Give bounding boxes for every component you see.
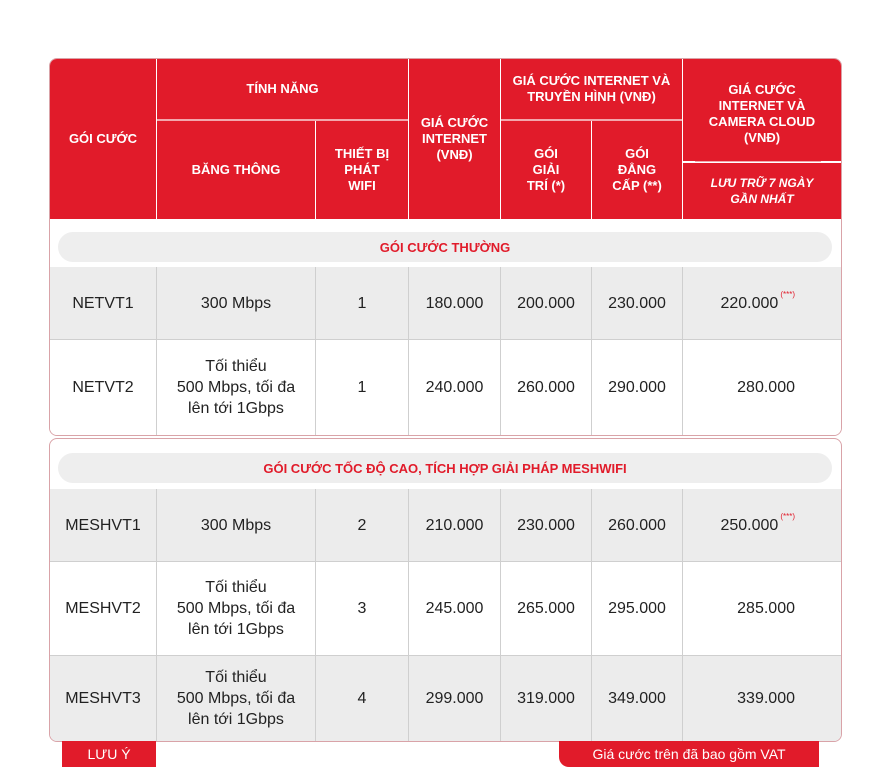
camera-price: 250.000 [720, 516, 779, 534]
footnote-mark: (***) [780, 289, 795, 299]
header-wifi-device: THIẾT BỊ PHÁT WIFI [316, 121, 408, 219]
price-table-meshwifi [49, 438, 842, 742]
section-title-meshwifi: GÓI CƯỚC TỐC ĐỘ CAO, TÍCH HỢP GIẢI PHÁP MESHWIFI [58, 453, 832, 483]
header-camera-price: GIÁ CƯỚC INTERNET VÀ CAMERA CLOUD (VNĐ) [683, 59, 841, 161]
header-features: TÍNH NĂNG [157, 59, 408, 119]
camera-price-cell [683, 340, 841, 435]
premium-price: 349.000 [592, 656, 683, 741]
table-row [50, 267, 841, 339]
camera-price-cell [683, 562, 841, 655]
premium-price: 295.000 [592, 562, 683, 655]
entertain-price: 265.000 [501, 562, 592, 655]
package-name: MESHVT3 [50, 656, 157, 741]
internet-price: 210.000 [409, 489, 501, 561]
table-row [50, 656, 841, 741]
section-title-normal: GÓI CƯỚC THƯỜNG [58, 232, 832, 262]
bandwidth-value: 300 Mbps [157, 267, 316, 339]
wifi-count: 3 [316, 562, 409, 655]
wifi-count: 1 [316, 340, 409, 435]
wifi-count: 2 [316, 489, 409, 561]
entertain-price: 260.000 [501, 340, 592, 435]
camera-price: 220.000 [720, 294, 779, 312]
wifi-count: 4 [316, 656, 409, 741]
header-tv-premium: GÓI ĐẲNG CẤP (**) [592, 121, 682, 219]
footnote-mark: (***) [780, 511, 795, 521]
header-tv-entertain: GÓI GIẢI TRÍ (*) [501, 121, 591, 219]
camera-price: 339.000 [737, 690, 795, 707]
header-internet-price: GIÁ CƯỚC INTERNET (VNĐ) [409, 59, 500, 219]
note-badge: LƯU Ý [62, 741, 156, 767]
table-row [50, 489, 841, 561]
header-bandwidth: BĂNG THÔNG [157, 121, 315, 219]
camera-price: 285.000 [737, 600, 795, 617]
package-name: MESHVT2 [50, 562, 157, 655]
entertain-price: 230.000 [501, 489, 592, 561]
camera-price-cell [683, 489, 841, 561]
table-row [50, 340, 841, 435]
camera-price: 280.000 [737, 379, 795, 396]
internet-price: 240.000 [409, 340, 501, 435]
bandwidth-value: Tối thiểu 500 Mbps, tối đa lên tới 1Gbps [157, 656, 316, 741]
bandwidth-value: 300 Mbps [157, 489, 316, 561]
camera-price-cell [683, 656, 841, 741]
entertain-price: 200.000 [501, 267, 592, 339]
vat-badge: Giá cước trên đã bao gồm VAT [559, 741, 819, 767]
wifi-count: 1 [316, 267, 409, 339]
price-table-normal [49, 58, 842, 436]
internet-price: 245.000 [409, 562, 501, 655]
table-row [50, 562, 841, 655]
entertain-price: 319.000 [501, 656, 592, 741]
header-camera-note: LƯU TRỮ 7 NGÀY GẦN NHẤT [683, 163, 841, 219]
header-tv-price: GIÁ CƯỚC INTERNET VÀ TRUYỀN HÌNH (VNĐ) [501, 59, 682, 119]
package-name: NETVT2 [50, 340, 157, 435]
internet-price: 180.000 [409, 267, 501, 339]
bandwidth-value: Tối thiểu 500 Mbps, tối đa lên tới 1Gbps [157, 340, 316, 435]
camera-price-cell [683, 267, 841, 339]
bandwidth-value: Tối thiểu 500 Mbps, tối đa lên tới 1Gbps [157, 562, 316, 655]
premium-price: 230.000 [592, 267, 683, 339]
package-name: MESHVT1 [50, 489, 157, 561]
header-package: GÓI CƯỚC [50, 59, 156, 219]
premium-price: 290.000 [592, 340, 683, 435]
internet-price: 299.000 [409, 656, 501, 741]
package-name: NETVT1 [50, 267, 157, 339]
premium-price: 260.000 [592, 489, 683, 561]
